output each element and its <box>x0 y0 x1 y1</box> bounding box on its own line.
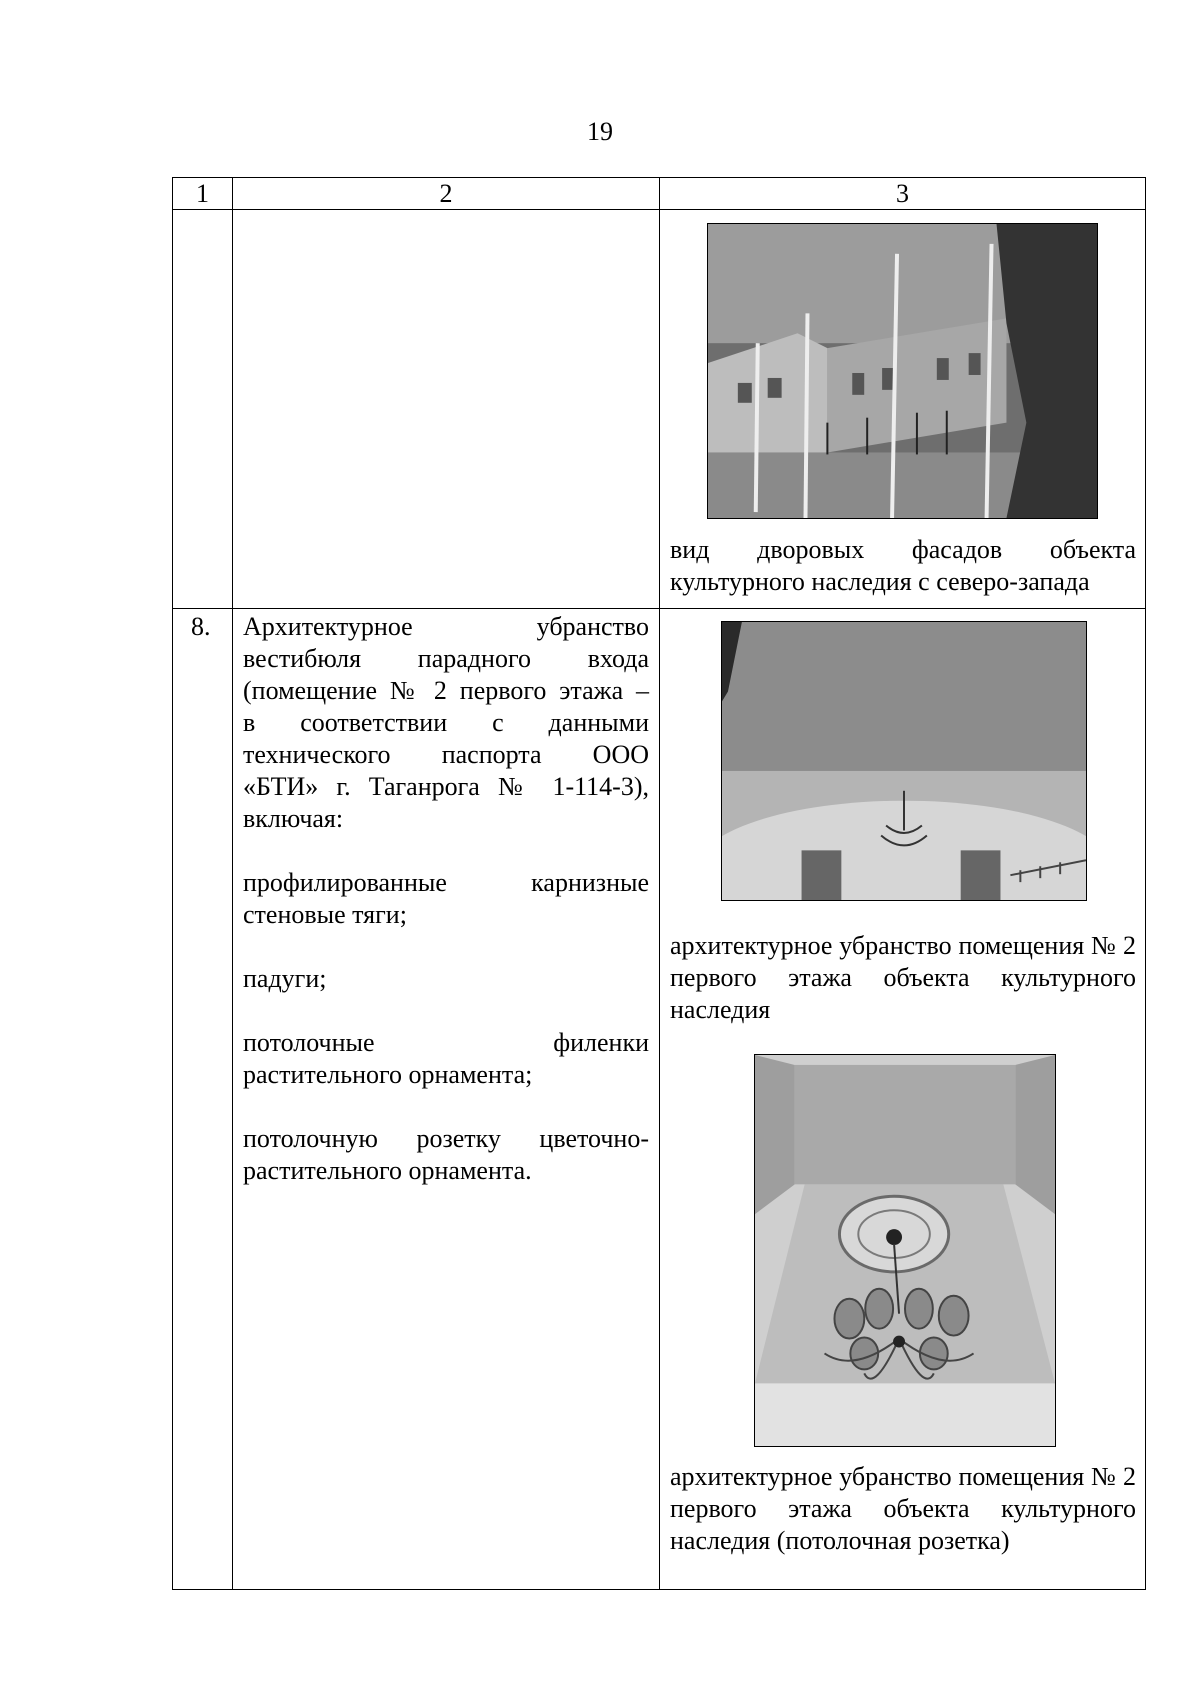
ceiling-rosette-photo <box>754 1054 1056 1447</box>
list-item: потолочные филенки <box>243 1028 649 1057</box>
description-line: вестибюля парадного входа <box>243 644 649 673</box>
list-item: растительного орнамента. <box>243 1156 532 1185</box>
courtyard-facades-photo <box>707 223 1098 519</box>
list-item: падуги; <box>243 964 327 993</box>
list-item: потолочную розетку цветочно- <box>243 1124 649 1153</box>
list-item: стеновые тяги; <box>243 900 407 929</box>
description-line: в соответствии с данными <box>243 708 649 737</box>
list-item: растительного орнамента; <box>243 1060 533 1089</box>
object-table <box>172 177 1146 1590</box>
row-divider <box>173 608 1145 609</box>
photo-caption: вид дворовых фасадов объекта культурного наследия с северо-запада <box>670 535 1136 596</box>
page-number: 19 <box>587 117 613 146</box>
element-description <box>243 611 649 1187</box>
vestibule-ceiling-photo <box>721 621 1087 901</box>
description-line: включая: <box>243 804 344 833</box>
list-item: профилированные карнизные <box>243 868 649 897</box>
description-line: Архитектурное убранство <box>243 612 649 641</box>
row-number: 8. <box>191 612 211 641</box>
row-divider <box>173 209 1145 210</box>
description-line: «БТИ» г. Таганрога № 1-114-3), <box>243 772 649 801</box>
column-divider <box>659 178 660 1589</box>
header-col-3: 3 <box>896 179 909 208</box>
photo-caption: архитектурное убранство помещения № 2 первого этажа объекта культурного наследия (потолочная розетка) <box>670 1462 1136 1555</box>
photo-caption: архитектурное убранство помещения № 2 первого этажа объекта культурного наследия <box>670 931 1136 1024</box>
column-divider <box>232 178 233 1589</box>
header-col-2: 2 <box>439 179 453 208</box>
description-line: (помещение № 2 первого этажа – <box>243 676 649 705</box>
header-col-1: 1 <box>196 179 209 208</box>
description-line: технического паспорта ООО <box>243 740 649 769</box>
